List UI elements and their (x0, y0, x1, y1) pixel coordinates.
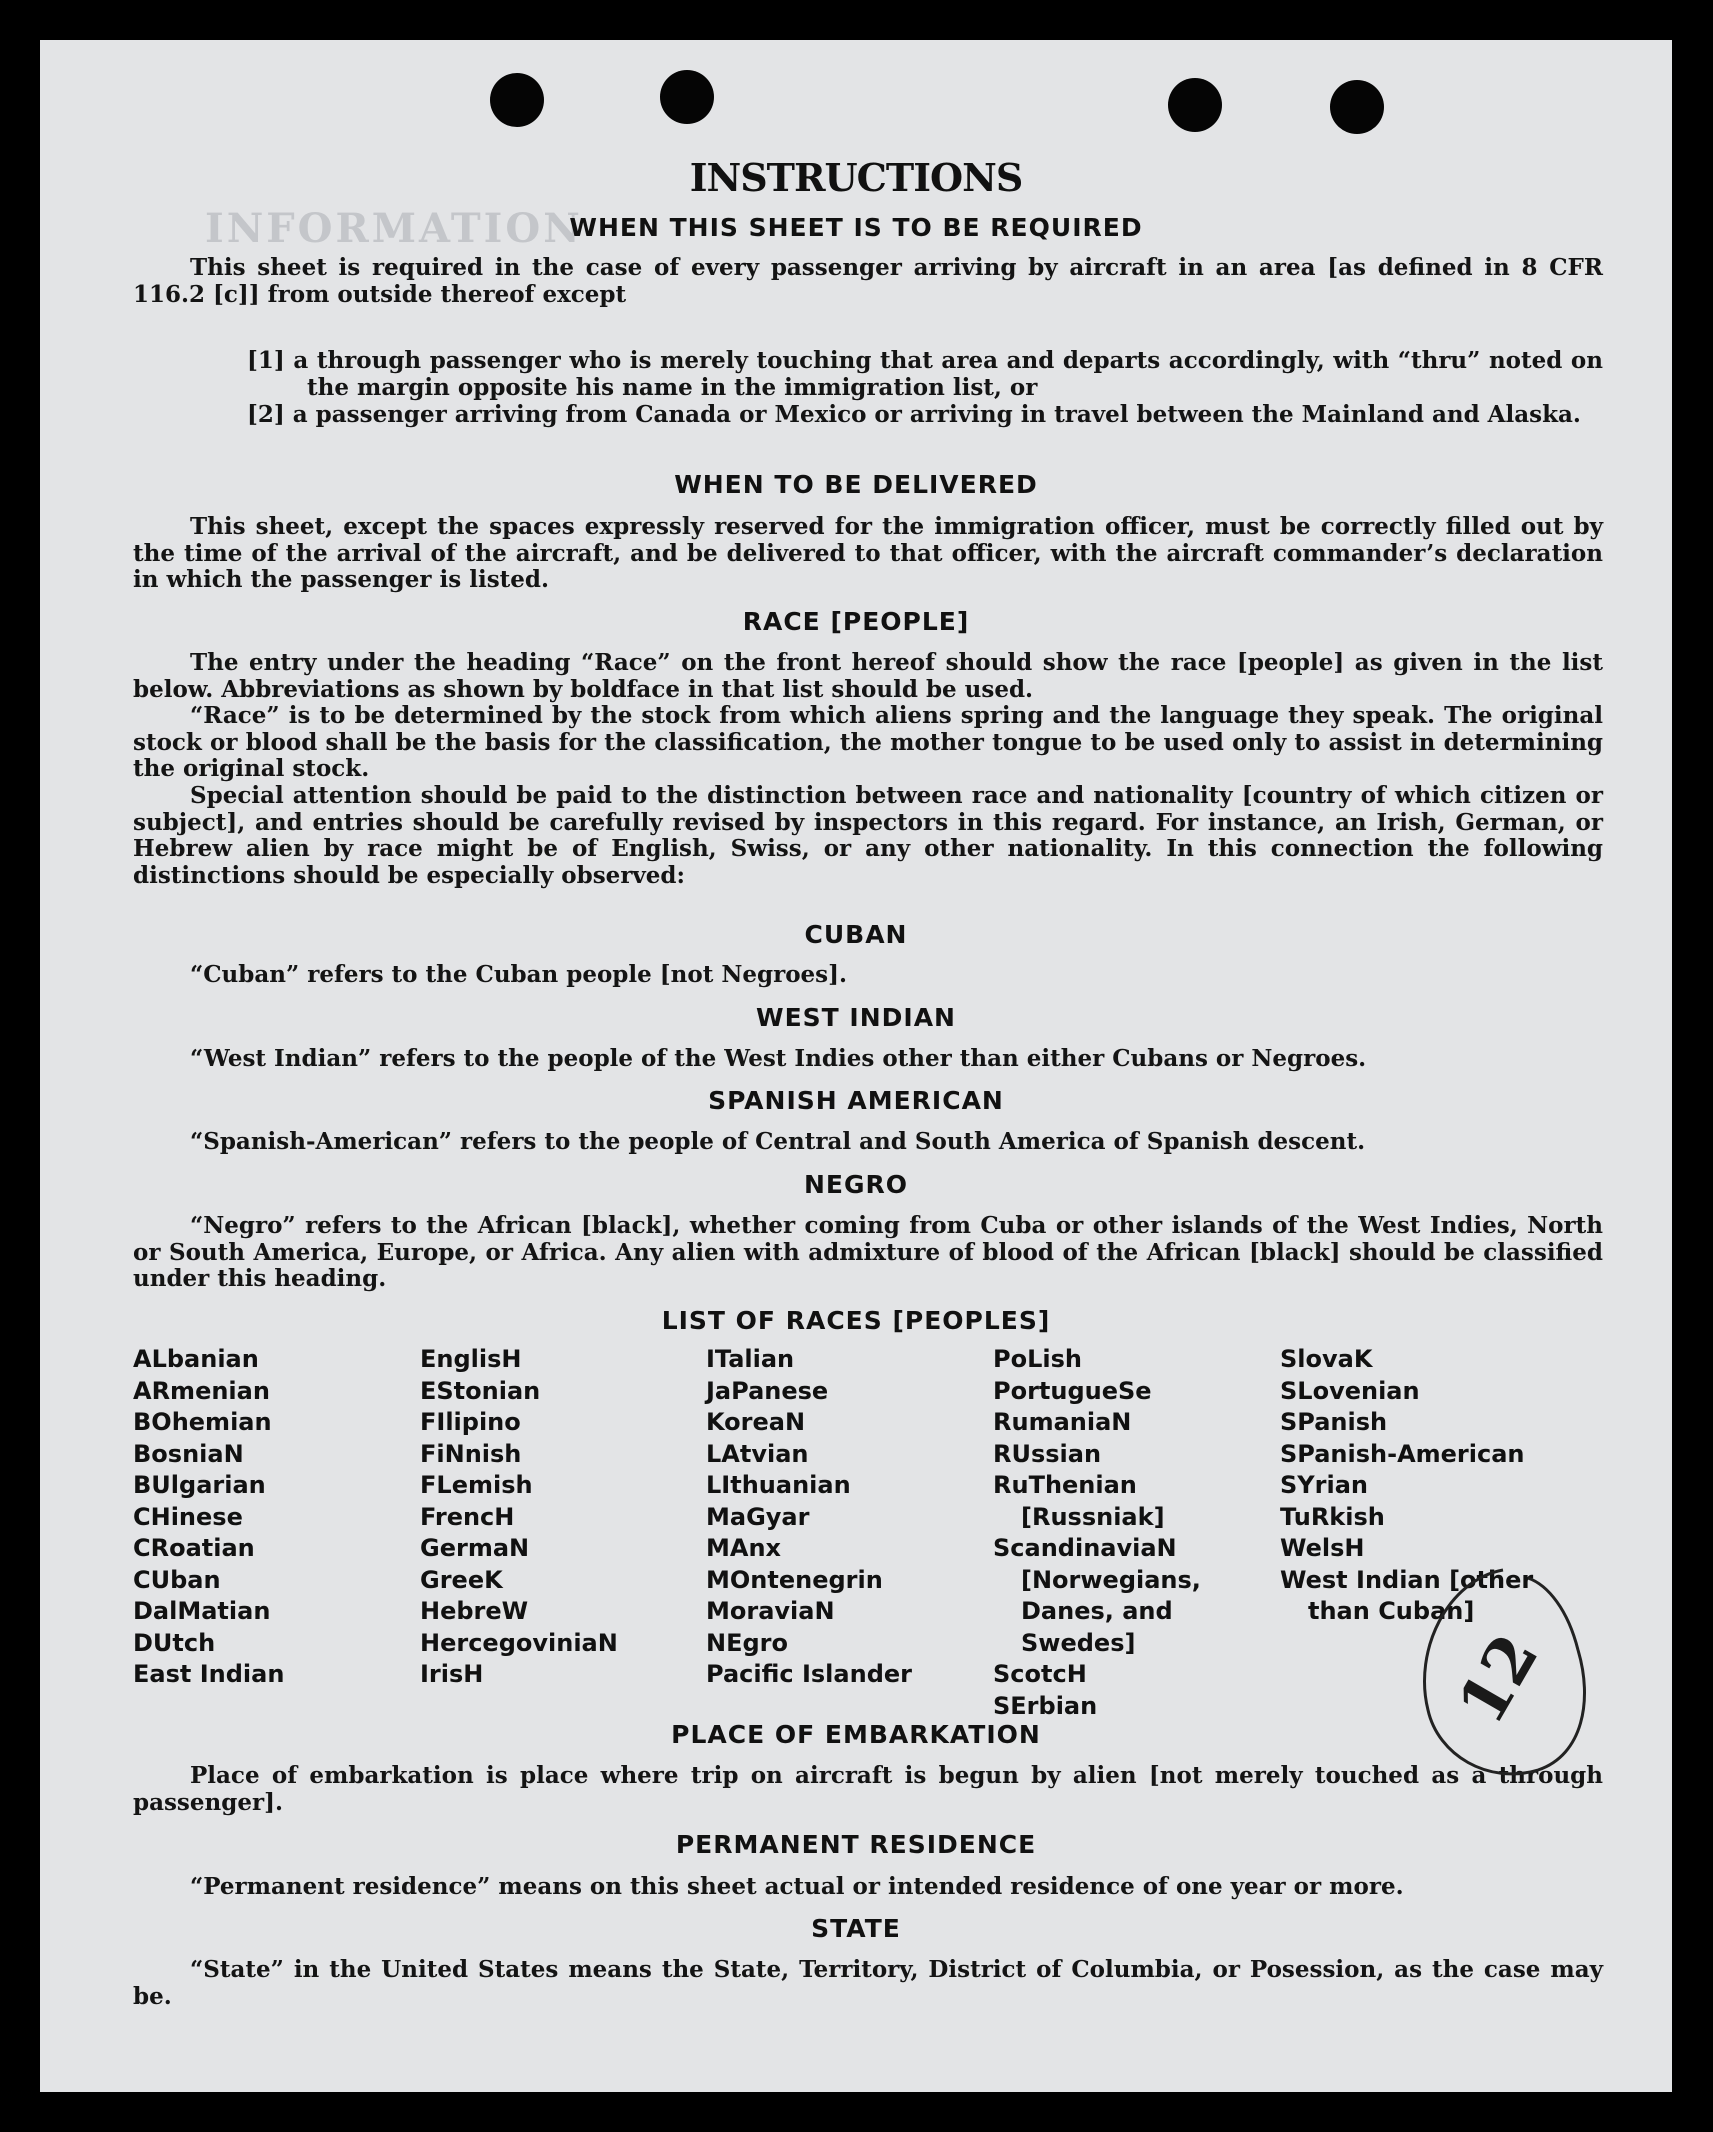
race-entry: LAtvian (706, 1439, 809, 1468)
race-entry: BosniaN (133, 1439, 244, 1468)
heading-when-required: WHEN THIS SHEET IS TO BE REQUIRED (569, 213, 1143, 242)
paragraph-negro: “Negro” refers to the African [black], whether coming from Cuba or other islands of the West Indies, North or South America, Europe, or Africa. Any alien with admixture of blood of the African [black] should be classified under this heading. (133, 1212, 1603, 1292)
handwritten-circle-mark (1408, 1560, 1598, 1790)
race-column (706, 1344, 986, 1691)
race-entry: FLemish (420, 1471, 533, 1499)
race-entry: EStonian (420, 1376, 541, 1405)
race-entry: SlovaK (1280, 1345, 1373, 1373)
race-entry: HercegoviniaN (420, 1628, 618, 1657)
race-entry: SPanish (1280, 1408, 1388, 1436)
paragraph-race-1: The entry under the heading “Race” on the front hereof should show the race [people] as given in the list below. Abbreviations as shown by boldface in that list should be used. (133, 649, 1603, 703)
punch-hole (1168, 78, 1222, 132)
race-entry: BOhemian (133, 1408, 272, 1436)
race-entry: CHinese (133, 1502, 243, 1531)
paragraph-cuban: “Cuban” refers to the Cuban people [not Negroes]. (190, 961, 848, 988)
race-entry: FiNnish (420, 1439, 522, 1468)
paragraph-when-required: This sheet is required in the case of every passenger arriving by aircraft in an area [as defined in 8 CFR 116.2 [c]] from outside thereof except (133, 254, 1603, 308)
race-entry: West Indian [other than Cuban] (1280, 1565, 1534, 1625)
paragraph-spanish-american: “Spanish-American” refers to the people of Central and South America of Spanish descent. (190, 1128, 1366, 1155)
race-entry: PortugueSe (993, 1376, 1152, 1405)
heading-embarkation: PLACE OF EMBARKATION (671, 1720, 1041, 1749)
race-entry: MaGyar (706, 1502, 810, 1531)
race-entry: IrisH (420, 1660, 484, 1688)
punch-hole (1330, 80, 1384, 134)
race-entry: JaPanese (706, 1376, 829, 1405)
race-entry: DUtch (133, 1628, 216, 1657)
race-column (993, 1344, 1273, 1722)
race-entry: RuThenian [Russniak] (993, 1471, 1165, 1531)
race-entry: KoreaN (706, 1408, 806, 1436)
race-entry: FIlipino (420, 1408, 521, 1436)
race-entry: MOntenegrin (706, 1565, 883, 1594)
heading-race: RACE [PEOPLE] (742, 607, 970, 636)
heading-spanish-american: SPANISH AMERICAN (708, 1086, 1004, 1115)
paragraph-permanent-residence: “Permanent residence” means on this sheet actual or intended residence of one year or more. (190, 1873, 1404, 1900)
race-entry: CRoatian (133, 1534, 255, 1562)
race-entry: RUssian (993, 1439, 1102, 1468)
race-entry: SYrian (1280, 1471, 1369, 1499)
heading-cuban: CUBAN (804, 920, 908, 949)
race-entry: ITalian (706, 1345, 795, 1373)
heading-list-of-races: LIST OF RACES [PEOPLES] (661, 1306, 1051, 1335)
race-entry: BUlgarian (133, 1471, 266, 1499)
punch-hole (490, 73, 544, 127)
race-entry: ScotcH (993, 1660, 1087, 1688)
race-entry: NEgro (706, 1628, 788, 1657)
paragraph-race-3: Special attention should be paid to the distinction between race and nationality [country of which citizen or subject], and entries should be carefully revised by inspectors in this regard. For instance, an Irish, German, or Hebrew alien by race might be of English, Swiss, or any other nationality. In this connection the following distinctions should be especially observed: (133, 782, 1603, 889)
race-entry: SErbian (993, 1691, 1098, 1720)
race-entry: GreeK (420, 1565, 503, 1594)
heading-state: STATE (811, 1914, 901, 1943)
heading-when-delivered: WHEN TO BE DELIVERED (674, 470, 1038, 499)
race-entry: MAnx (706, 1534, 782, 1562)
race-entry: WelsH (1280, 1534, 1365, 1562)
race-entry: RumaniaN (993, 1408, 1132, 1436)
race-entry: PoLish (993, 1345, 1082, 1373)
race-entry: ScandinaviaN [Norwegians, Danes, and Swedes] (993, 1534, 1201, 1657)
race-column (420, 1344, 700, 1691)
paragraph-when-delivered: This sheet, except the spaces expressly reserved for the immigration officer, must be correctly filled out by the time of the arrival of the aircraft, and be delivered to that officer, with the aircraft commander’s declaration in which the passenger is listed. (133, 513, 1603, 593)
page-title: INSTRUCTIONS (689, 155, 1023, 200)
race-entry: East Indian (133, 1660, 285, 1688)
race-entry: ARmenian (133, 1376, 270, 1405)
document-sheet (40, 40, 1672, 2092)
heading-west-indian: WEST INDIAN (756, 1003, 956, 1032)
paragraph-state: “State” in the United States means the State, Territory, District of Columbia, or Posession, as the case may be. (133, 1956, 1603, 2010)
punch-hole (660, 70, 714, 124)
race-entry: LIthuanian (706, 1471, 851, 1499)
heading-permanent-residence: PERMANENT RESIDENCE (675, 1830, 1037, 1859)
bleed-through: INFORMATION (205, 205, 583, 252)
paragraph-race-2: “Race” is to be determined by the stock from which aliens spring and the language they speak. The original stock or blood shall be the basis for the classification, the mother tongue to be used only to assist in determining the original stock. (133, 702, 1603, 782)
race-column (133, 1344, 413, 1691)
heading-negro: NEGRO (803, 1170, 909, 1199)
paragraph-embarkation: Place of embarkation is place where trip on aircraft is begun by alien [not merely touched as a through passenger]. (133, 1762, 1603, 1816)
list-item: [1] a through passenger who is merely touching that area and departs accordingly, with “thru” noted on the margin opposite his name in the immigration list, or (247, 347, 1603, 401)
race-entry: SPanish-American (1280, 1439, 1525, 1468)
race-entry: FrencH (420, 1502, 515, 1531)
race-entry: CUban (133, 1565, 221, 1594)
race-entry: MoraviaN (706, 1597, 835, 1625)
race-entry: EnglisH (420, 1345, 522, 1373)
race-entry: DalMatian (133, 1597, 271, 1625)
race-entry: TuRkish (1280, 1502, 1385, 1531)
handwritten-number: 12 (1443, 1621, 1554, 1737)
race-entry: HebreW (420, 1597, 529, 1625)
race-entry: ALbanian (133, 1345, 259, 1373)
race-entry: GermaN (420, 1534, 530, 1562)
paragraph-west-indian: “West Indian” refers to the people of the West Indies other than either Cubans or Negroes. (190, 1045, 1367, 1072)
race-entry: Pacific Islander (706, 1660, 912, 1688)
list-item: [2] a passenger arriving from Canada or Mexico or arriving in travel between the Mainland and Alaska. (247, 401, 1581, 428)
race-entry: SLovenian (1280, 1376, 1420, 1405)
